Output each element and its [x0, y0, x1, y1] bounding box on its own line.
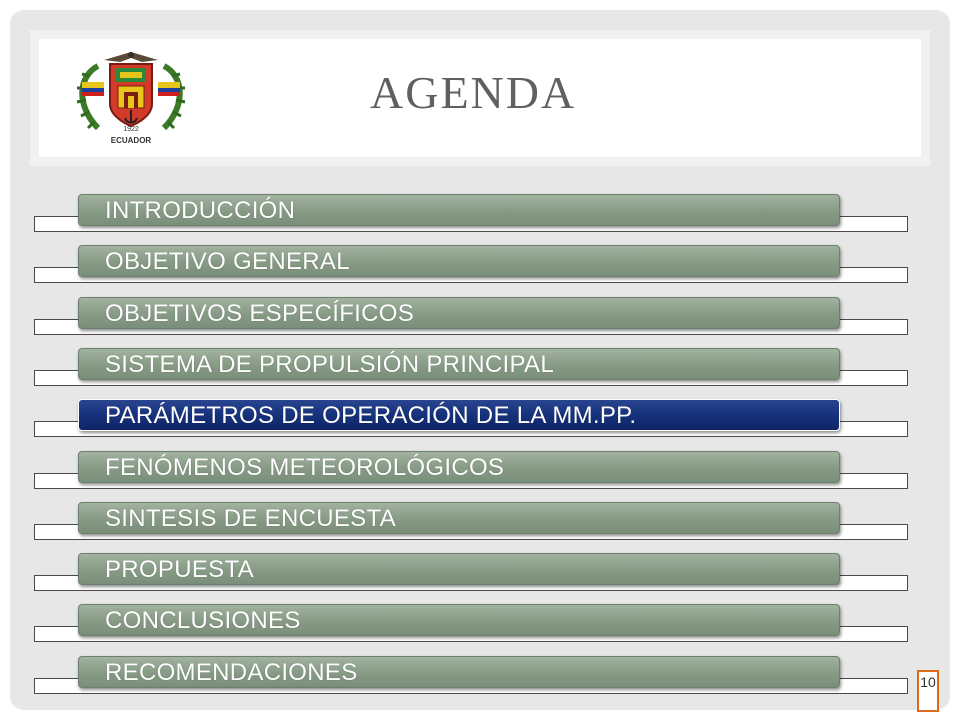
emblem-caption: ECUADOR: [110, 136, 152, 145]
agenda-bar: [78, 194, 840, 226]
page-title: AGENDA: [370, 67, 577, 118]
agenda-item-label: OBJETIVOS ESPECÍFICOS: [105, 300, 415, 327]
agenda-item-label: SINTESIS DE ENCUESTA: [105, 505, 396, 532]
agenda-item-label: PROPUESTA: [105, 556, 254, 583]
page-number: 10: [917, 670, 939, 712]
agenda-bar-active: [78, 399, 840, 431]
agenda-item: [0, 502, 960, 554]
agenda-item-label: PARÁMETROS DE OPERACIÓN DE LA MM.PP.: [105, 402, 637, 429]
agenda-item: [0, 194, 960, 246]
agenda-bar: [78, 604, 840, 636]
agenda-item-label: FENÓMENOS METEOROLÓGICOS: [105, 454, 505, 481]
agenda-bar: [78, 553, 840, 585]
agenda-bar: [78, 348, 840, 380]
agenda-item: [0, 451, 960, 503]
agenda-item: [0, 656, 960, 708]
agenda-item-label: RECOMENDACIONES: [105, 659, 358, 686]
emblem-year: 1922: [123, 126, 139, 133]
agenda-item: [0, 399, 960, 451]
agenda-item: [0, 297, 960, 349]
agenda-bar: [78, 502, 840, 534]
agenda-item: [0, 245, 960, 297]
agenda-item-label: OBJETIVO GENERAL: [105, 248, 350, 275]
agenda-item: [0, 553, 960, 605]
agenda-bar: [78, 297, 840, 329]
agenda-item-label: SISTEMA DE PROPULSIÓN PRINCIPAL: [105, 351, 554, 378]
agenda-item-label: INTRODUCCIÓN: [105, 197, 296, 224]
agenda-bar: [78, 451, 840, 483]
agenda-bar: [78, 656, 840, 688]
agenda-bar: [78, 245, 840, 277]
agenda-item: [0, 604, 960, 656]
agenda-item-label: CONCLUSIONES: [105, 607, 301, 634]
agenda-item: [0, 348, 960, 400]
